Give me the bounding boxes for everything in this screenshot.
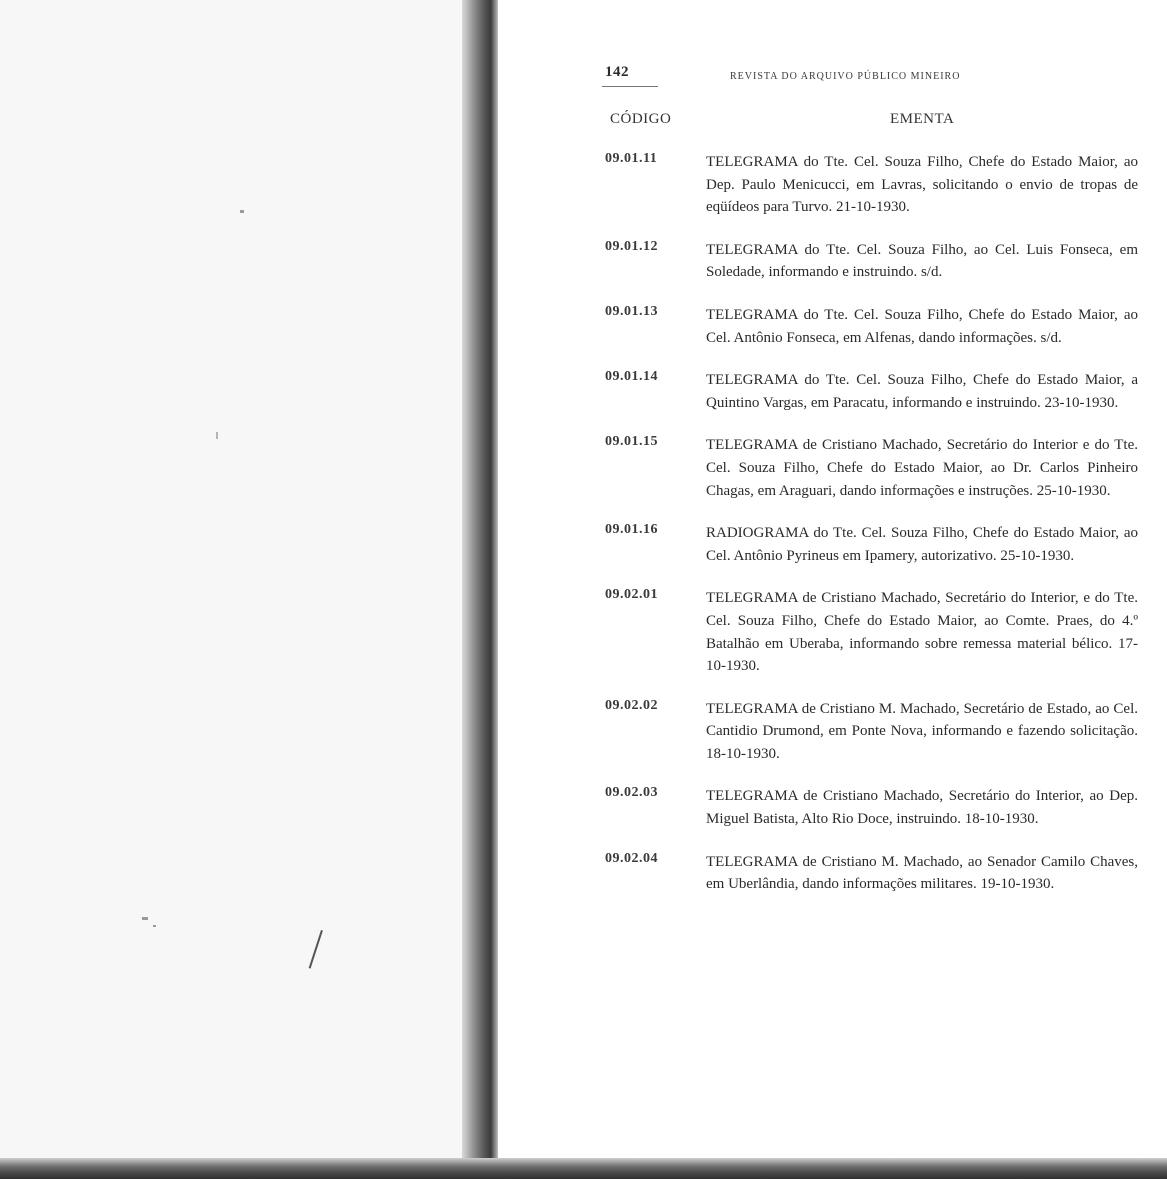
- entry-code: 09.02.04: [605, 850, 658, 866]
- entry-code: 09.01.15: [605, 434, 658, 450]
- column-headers: [600, 111, 1145, 151]
- page-number-underline: [602, 86, 658, 87]
- list-item: [600, 369, 1145, 414]
- book-gutter: [462, 0, 498, 1162]
- entry-summary: TELEGRAMA de Cristiano M. Machado, ao Senador Camilo Chaves, em Uberlândia, dando informações militares. 19-10-1930.: [706, 853, 1138, 893]
- entry-summary: TELEGRAMA do Tte. Cel. Souza Filho, Chefe do Estado Maior, ao Cel. Antônio Fonseca, em Alfenas, dando informações. s/d.: [706, 306, 1138, 346]
- entry-code: 09.01.11: [605, 151, 658, 166]
- summary-column-header: EMENTA: [890, 111, 955, 127]
- entry-list: [600, 151, 1145, 896]
- list-item: [600, 239, 1145, 284]
- journal-title: REVISTA DO ARQUIVO PÚBLICO MINEIRO: [730, 71, 961, 82]
- list-item: [600, 304, 1145, 349]
- list-item: [600, 785, 1145, 830]
- list-item: [600, 522, 1145, 567]
- paper-speck: [216, 432, 218, 439]
- page-number: 142: [605, 64, 629, 80]
- paper-speck: [142, 917, 148, 920]
- entry-code: 09.01.13: [605, 303, 658, 319]
- running-head: [600, 62, 1145, 92]
- pen-mark: [309, 930, 323, 969]
- entry-summary: RADIOGRAMA do Tte. Cel. Souza Filho, Chefe do Estado Maior, ao Cel. Antônio Pyrineus em Ipamery, autorizativo. 25-10-1930.: [706, 525, 1138, 564]
- entry-code: 09.02.02: [605, 697, 658, 713]
- entry-code: 09.02.03: [605, 785, 658, 801]
- paper-speck: [240, 210, 244, 213]
- list-item: [600, 151, 1145, 219]
- list-item: [600, 587, 1145, 677]
- right-page: [600, 62, 1145, 916]
- code-column-header: CÓDIGO: [610, 111, 672, 127]
- page-bottom-edge: [0, 1158, 1167, 1179]
- entry-code: 09.01.14: [605, 369, 658, 385]
- entry-code: 09.01.16: [605, 522, 658, 538]
- entry-summary: TELEGRAMA do Tte. Cel. Souza Filho, ao Cel. Luis Fonseca, em Soledade, informando e instruindo. s/d.: [706, 241, 1138, 281]
- entry-summary: TELEGRAMA de Cristiano Machado, Secretário do Interior, e do Tte. Cel. Souza Filho, Chefe do Estado Maior, ao Comte. Praes, do 4.º Batalhão em Uberaba, informando sobre remessa material bélico. 17-10-1930.: [706, 590, 1138, 675]
- paper-speck: [153, 925, 156, 927]
- list-item: [600, 434, 1145, 502]
- entry-summary: TELEGRAMA do Tte. Cel. Souza Filho, Chefe do Estado Maior, a Quintino Vargas, em Paracatu, informando e instruindo. 23-10-1930.: [706, 372, 1138, 411]
- entry-code: 09.01.12: [605, 238, 658, 254]
- entry-summary: TELEGRAMA de Cristiano Machado, Secretário do Interior, ao Dep. Miguel Batista, Alto Rio Doce, instruindo. 18-10-1930.: [706, 788, 1138, 828]
- list-item: [600, 851, 1145, 896]
- entry-summary: TELEGRAMA do Tte. Cel. Souza Filho, Chefe do Estado Maior, ao Dep. Paulo Menicucci, em Lavras, solicitando o envio de tropas de eqüídeos para Turvo. 21-10-1930.: [706, 154, 1138, 216]
- left-blank-page: [0, 0, 462, 1162]
- entry-summary: TELEGRAMA de Cristiano Machado, Secretário do Interior e do Tte. Cel. Souza Filho, Chefe do Estado Maior, ao Dr. Carlos Pinheiro Chagas, em Araguari, dando informações e instruções. 25-10-1930.: [706, 437, 1138, 499]
- entry-summary: TELEGRAMA de Cristiano M. Machado, Secretário de Estado, ao Cel. Cantidio Drumond, em Ponte Nova, informando e fazendo solicitação. 18-10-1930.: [706, 700, 1138, 762]
- entry-code: 09.02.01: [605, 587, 658, 603]
- list-item: [600, 698, 1145, 766]
